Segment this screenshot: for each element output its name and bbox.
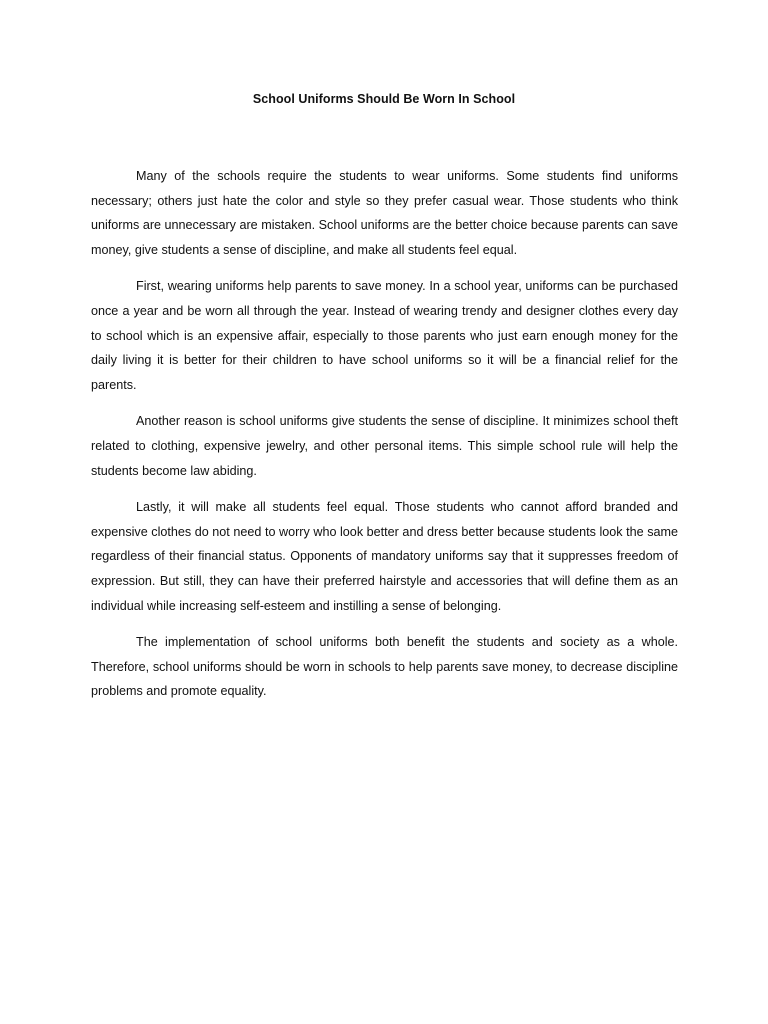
- document-body: [91, 164, 678, 716]
- paragraph-conclusion: The implementation of school uniforms both benefit the students and society as a whole. Therefore, school uniforms should be worn in schools to help parents save money, to decrease discipline problems and promote equality.: [91, 635, 678, 699]
- paragraph-equality: Lastly, it will make all students feel equal. Those students who cannot afford branded and expensive clothes do not need to worry who look better and dress better because students look the same regardless of their financial status. Opponents of mandatory uniforms say that it suppresses freedom of expression. But still, they can have their preferred hairstyle and accessories that will define them as an individual while increasing self-esteem and instilling a sense of belonging.: [91, 500, 678, 613]
- paragraph-discipline: Another reason is school uniforms give students the sense of discipline. It minimizes school theft related to clothing, expensive jewelry, and other personal items. This simple school rule will help the students become law abiding.: [91, 414, 678, 478]
- paragraph-save-money: First, wearing uniforms help parents to save money. In a school year, uniforms can be purchased once a year and be worn all through the year. Instead of wearing trendy and designer clothes every day to school which is an expensive affair, especially to those parents who just earn enough money for the daily living it is better for their children to have school uniforms so it will be a financial relief for the parents.: [91, 279, 678, 392]
- document-title: School Uniforms Should Be Worn In School: [252, 92, 516, 106]
- paragraph-intro: Many of the schools require the students to wear uniforms. Some students find uniforms necessary; others just hate the color and style so they prefer casual wear. Those students who think uniforms are unnecessary are mistaken. School uniforms are the better choice because parents can save money, give students a sense of discipline, and make all students feel equal.: [91, 169, 678, 257]
